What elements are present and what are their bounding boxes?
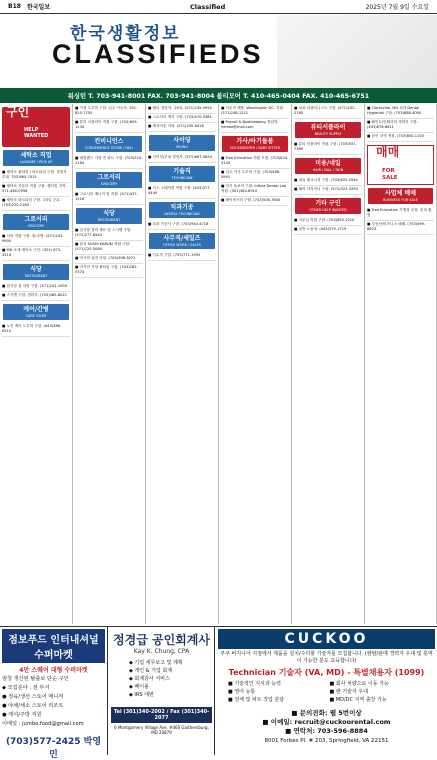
cuckoo-ad-address: 8001 Forbes Pl. # 203, Springfield, VA 22151 <box>264 738 389 744</box>
category-header <box>76 136 142 152</box>
classified-ad[interactable]: ■ 세탁소 풀타임 / 파트타임 구함. 경험자 우대. 703-865-7415 <box>2 169 70 183</box>
contact-phone-bar: 워싱턴 T. 703-941-8001 FAX. 703-941-8004 볼티모어 T. 410-465-0404 FAX. 410-465-6751 <box>0 88 437 103</box>
category-subtitle: SIDING <box>176 145 188 149</box>
display-ads-row <box>0 626 437 760</box>
classified-column-3 <box>146 104 219 624</box>
cuckoo-ad-text: 쿠쿠 버지니아 지점에서 제품을 설치/수리할 기술자를 모집합니다. (렌탈/판매 경력자 우대 및 통역이 가능한 분도 교육합니다) <box>220 651 433 664</box>
category-subtitle: DENTAL TECHNICIAN <box>164 212 200 216</box>
category-subtitle: RESTAURANT <box>24 274 48 278</box>
classified-ad[interactable]: ■ 가정 도우미 구함. 입주 가능자. 301-825-7755 <box>75 105 143 119</box>
classified-ad[interactable]: ■ 네일 테크니션 구함. (703)622-5544 <box>294 177 362 186</box>
category-header <box>3 264 69 280</box>
classified-ad[interactable]: ■ 세탁소 카운터 직원 구함. 센터빌 지역. 571-480-0958 <box>2 183 70 197</box>
masthead-title-korean: 한국생활정보 <box>70 24 181 44</box>
classified-column-2 <box>73 104 146 624</box>
category-header <box>149 202 215 218</box>
section-title: Classified <box>190 2 226 11</box>
cuckoo-ad-requirements <box>218 678 435 706</box>
category-title: 세탁소 직업 <box>20 152 52 159</box>
category-subtitle: CONVENIENCE STORE / DELI <box>84 146 134 150</box>
category-title: 그로서리 <box>97 174 121 181</box>
classified-ad[interactable]: ■ 노인 케어 도우미 구함. (443)386-0515 <box>2 323 70 337</box>
classified-ad[interactable]: ■ 페인트/인테리어 경력자 구함. (443)878-6611 <box>367 119 434 133</box>
category-subtitle: BEAUTY SUPPLY <box>314 132 342 136</box>
category-title: 컨비니언스 <box>94 138 124 145</box>
cpa-service-item: ◆ 페이롤 <box>129 684 149 690</box>
category-title: 그로서리 <box>24 216 48 223</box>
category-subtitle: TECHNICIAN <box>171 176 193 180</box>
cuckoo-requirement-item: ■ 전체 및 파트 작업 분담 <box>228 697 285 703</box>
cuckoo-ad-logo: CUCKOO <box>218 629 435 649</box>
cuckoo-requirement-item: ■ 영어 능통 <box>228 689 256 695</box>
jumbo-ad-phone: (703)577-2425 박영민 <box>5 737 102 760</box>
cuckoo-requirement-item: ■ 기술적인 지식과 능력 <box>228 681 281 687</box>
category-subtitle: OFFICE WORK / SALES <box>163 243 201 247</box>
classified-ad[interactable]: ■ 치과 리셉셔니스트 구함. (571)232-2785 <box>294 105 362 119</box>
issue-date: 2025년 7월 9일 수요일 <box>365 4 429 11</box>
classified-ad[interactable]: ■ 뷰티 서플라이 직원 구함. (703)609-1234 <box>75 119 143 133</box>
category-header <box>295 198 361 214</box>
category-title: 미용/네일 <box>315 160 341 167</box>
category-header <box>76 208 142 224</box>
classified-ad[interactable]: ■ 아시안 퓨전 식당. (703)398-3072 <box>75 255 143 264</box>
jumbo-ad-subtitle: 4만 스퀘어 대형 수퍼마켓 <box>19 667 88 674</box>
category-header <box>149 233 215 249</box>
jumbo-ad-line: ● 야채/채소 스토어 리조트 <box>2 703 64 709</box>
classifieds-grid <box>0 104 437 624</box>
classified-ad[interactable]: ■ 캐리아웃 식당. (571)230-6416 <box>148 123 216 132</box>
jumbo-ad-line: ● 정육/생선 스토어 매니저 <box>2 694 64 700</box>
cpa-service-item: ◆ 회계감사 서비스 <box>129 676 170 682</box>
cpa-service-item: ◆ 기업 세무보고 및 계획 <box>129 660 183 666</box>
jumbo-ad-lines <box>2 675 105 719</box>
classified-ad[interactable]: ■ 사이딩/루핑 경험자. (571)667-5654 <box>148 154 216 163</box>
classified-ad[interactable]: ■ 아기 돌보미 구함. Infinia Dental Lab 직원. (301)384-8910 <box>221 183 289 197</box>
classified-column-5 <box>292 104 365 624</box>
help-wanted-banner <box>2 107 70 147</box>
category-title: 사무직/세일즈 <box>163 235 201 242</box>
cuckoo-requirement-item: ■ 회사 차량으로 이동 가능 <box>329 681 389 687</box>
classified-ad[interactable]: ■ 헤어 디자이너 구함. (571)323-3293 <box>294 186 362 195</box>
classified-ad[interactable]: ■ 스시맨 구함. 경력자. (703)485-8021 <box>2 292 70 301</box>
category-subtitle: GROCERY <box>27 224 45 228</box>
category-header <box>222 136 288 152</box>
category-subtitle: BUSINESS FOR SALE <box>383 198 418 202</box>
category-subtitle: CARE GIVER <box>25 314 47 318</box>
category-subtitle: GROCERY <box>100 182 118 186</box>
cuckoo-ad-role: Technician 기술자 (VA, MD) - 특별채용자 (1099) <box>228 668 425 677</box>
classified-ad[interactable]: ■ 식당 직원 구함. 홀/주방. (571)243-9900 <box>2 233 70 247</box>
category-header <box>295 122 361 138</box>
classified-ad[interactable]: ■ 그로서리 캐셔 구함. (703)470-3381 <box>148 114 216 123</box>
category-header <box>3 304 69 320</box>
classified-ad[interactable]: ■ 델리 경력자. 주5일. (571)235-9954 <box>148 105 216 114</box>
classified-ad[interactable]: ■ 베이비시터 구함. (703)506-7600 <box>221 197 289 206</box>
category-title: 기술직 <box>173 168 191 175</box>
category-title: 기타 구인 <box>315 200 341 207</box>
classified-ad[interactable]: ■ 사무직 채용. Washington DC. 지원 (571)248-1212 <box>221 105 289 119</box>
category-subtitle: OTHER HELP WANTED <box>309 208 347 212</box>
classified-ad[interactable]: ■ 메릴랜드 식당 전 파트 구함. (703)220-2164 <box>75 155 143 169</box>
classified-ad[interactable]: ■ 한식 SUSHI KABUKI 직원 구함. (571)725-5084 <box>75 241 143 255</box>
classified-ad[interactable]: ■ Payroll & Bookkeeping 경험자. hemoe@mail.com <box>221 119 289 133</box>
classified-ad[interactable]: ■ Tree Education 가맹점 모집. 문의 환영 <box>367 207 434 221</box>
cpa-service-item: ◆ 개인 & 기업 회계 <box>129 668 173 674</box>
cuckoo-ad-contact: ■ 문의전화: 웹 5번이상 ■ 이메일: recruit@cuckoorental.com ■ 연락처: 703-596-8884 <box>262 709 391 735</box>
banner-subtitle: FOR SALE <box>382 168 398 181</box>
category-subtitle: HAIR / NAIL / SKIN <box>312 168 344 172</box>
cpa-ad-tel: Tel (301)340-2002 / Fax (301)340-2077 <box>111 707 212 723</box>
category-title: 식당 <box>30 266 42 273</box>
classified-ad[interactable]: ■ 사무직 구함. (703)771-1995 <box>148 252 216 261</box>
jumbo-ad-line: ◆ 모집분야 : 전 부서 <box>2 685 50 691</box>
paper-logo: 한국일보 <box>26 4 51 11</box>
classified-ad[interactable]: ■ 가스 스테이션 직원 구함. (443)377-4449 <box>148 185 216 199</box>
category-subtitle: LAUNDRY / PICK UP <box>19 160 53 164</box>
jumbo-ad-email: 이메일 : jumbo.food@gmail.com <box>2 721 84 727</box>
top-info-bar <box>0 0 437 14</box>
category-title: 뷰티서플라이 <box>310 124 346 131</box>
masthead-decoration <box>277 15 437 88</box>
classified-column-1 <box>0 104 73 624</box>
classified-ad[interactable]: ■ 일반 노동자. (443)379-1719 <box>294 226 362 235</box>
category-header <box>149 135 215 151</box>
classified-ad[interactable]: ■ Clarksville, MD 치과 Dental Hygienist 구함. (703)888-4000 <box>367 105 434 119</box>
classified-ad[interactable]: ■ MD 소재 세탁소 구인. (301) 873-3214 <box>2 247 70 261</box>
classified-ad[interactable]: ■ 치과 기공사 구함. (703)944-4718 <box>148 221 216 230</box>
page-number: B18 <box>8 3 21 10</box>
cuckoo-requirement-item: ■ 밴 기술자 우대 <box>329 689 368 695</box>
classified-ad[interactable]: ■ Tree Education 직원 모집. (703)624-3145 <box>221 155 289 169</box>
category-header <box>3 214 69 230</box>
cuckoo-requirement-item: ■ MD/DC 지역 출장 가능 <box>329 697 387 703</box>
jumbo-ad-line: ● 캐셔/주방 직원 <box>2 712 42 718</box>
cpa-ad-address: 6 Montgomery Village Ave. #460 Gaithersburg, MD 20879 <box>114 725 209 735</box>
cpa-ad-services <box>111 659 212 699</box>
classified-ad[interactable]: ■ 일식당 경력 셰프 및 스시맨 구함. (571)277-8544 <box>75 227 143 241</box>
category-header <box>3 150 69 166</box>
masthead-title-english: CLASSIFIEDS <box>52 39 264 69</box>
category-title: 케어/간병 <box>23 306 49 313</box>
jumbo-food-ad[interactable] <box>0 627 108 760</box>
classified-ad[interactable]: ■ 뷰티 서플라이 직원 구함. (703)937-7389 <box>294 141 362 155</box>
banner-title: 매매 <box>376 145 400 159</box>
category-title: 치과기공 <box>170 204 194 211</box>
category-subtitle: HOUSEKEEPER / BABY SITTER <box>229 146 280 150</box>
category-header <box>368 188 433 204</box>
classified-column-6 <box>365 104 437 624</box>
classified-ad[interactable]: ■ 부동산/비즈니스 매매. (703)499-6623 <box>367 221 434 235</box>
category-title: 사이딩 <box>173 137 191 144</box>
cpa-ad-title: 정경급 공인회계사 <box>113 633 210 647</box>
cpa-ad[interactable] <box>109 627 215 755</box>
for-sale-banner <box>367 145 434 185</box>
classified-ad[interactable]: ■ 한인 마켓 직원. (703)850-1100 <box>367 133 434 142</box>
classified-ad[interactable]: ■ 입주 가사 도우미 구함. (703)588-5991 <box>221 169 289 183</box>
classifieds-masthead <box>0 15 437 88</box>
category-header <box>295 158 361 174</box>
cuckoo-ad[interactable] <box>216 627 437 755</box>
jumbo-ad-line: 엄청 생산된 탈출보 단순 구인 <box>2 676 69 682</box>
category-subtitle: RESTAURANT <box>97 218 121 222</box>
jumbo-ad-title: 점보푸드 인터내셔널 수퍼마켓 <box>2 629 105 663</box>
category-header <box>76 172 142 188</box>
category-header <box>149 166 215 182</box>
classified-ad[interactable]: ■ 그로서리 매니저 및 직원. (571)437-1516 <box>75 191 143 205</box>
category-title: 가사/아기돌봄 <box>236 138 274 145</box>
classified-column-4 <box>219 104 292 624</box>
classified-ad[interactable]: ■ 세탁소 파트타임 구함. 주5일 근무. (703)220-2164 <box>2 197 70 211</box>
banner-subtitle: HELP WANTED <box>24 127 49 139</box>
classified-ad[interactable]: ■ 아시안 식당 풀타임 구함. (703)262-0374 <box>75 264 143 278</box>
category-title: 사업체 매매 <box>384 190 417 197</box>
banner-title: 구인 <box>6 105 30 119</box>
category-title: 식당 <box>103 210 115 217</box>
cpa-ad-name: Kay K. Chung, CPA <box>133 648 190 655</box>
classified-ad[interactable]: ■ 한식당 홀 서빙 구함. (571)241-1090 <box>2 283 70 292</box>
classified-ad[interactable]: ■ 사무실 직원 구함. (703)855-1010 <box>294 217 362 226</box>
cpa-service-item: ◆ IRS 대변 <box>129 692 154 698</box>
